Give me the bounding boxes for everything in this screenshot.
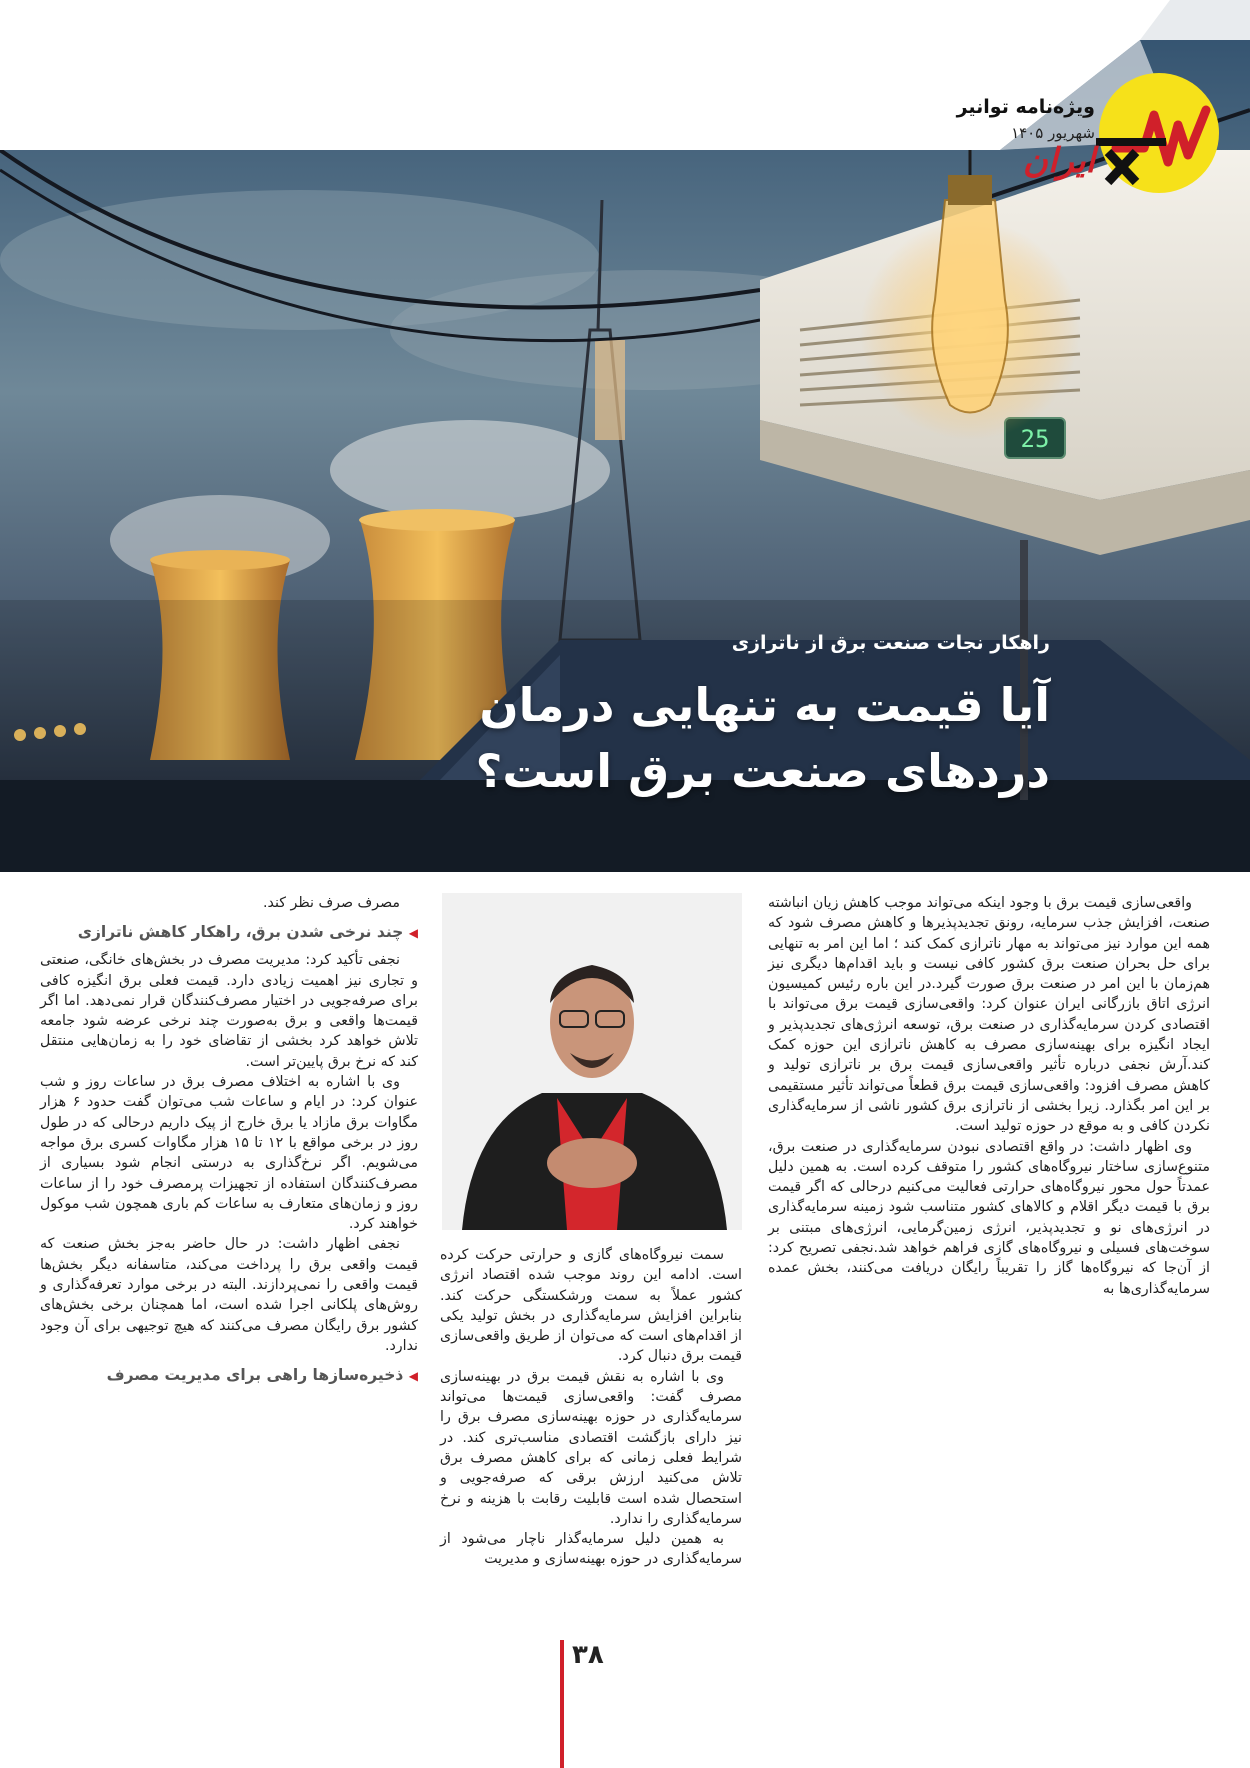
page-number: ۳۸ bbox=[572, 1640, 604, 1670]
supplement-name: ویژه‌نامه توانیر bbox=[956, 96, 1095, 118]
title-line-2: دردهای صنعت برق است؟ bbox=[475, 744, 1050, 798]
paragraph: مصرف صرف نظر کند. bbox=[263, 895, 400, 911]
bullet-arrow-icon: ◀ bbox=[408, 1369, 418, 1384]
paragraph: سمت نیروگاه‌های گازی و حرارتی حرکت کرده است. ادامه این روند موجب شده اقتصاد انرژی کشور عملاً به سمت ورشکستگی حرکت کند. بنابراین افزایش سرمایه‌گذاری در بخش تولید یکی از اقدام‌های است که می‌توان از طریق واقعی‌سازی قیمت برق دنبال کرد. bbox=[440, 1247, 742, 1365]
interviewee-photo bbox=[442, 893, 742, 1230]
section-heading bbox=[40, 921, 418, 944]
article-column-right bbox=[768, 893, 1210, 1299]
paragraph: نجفی اظهار داشت: در حال حاضر به‌جز بخش صنعت که قیمت واقعی برق را پرداخت می‌کند، متاسفانه دیگر بخش‌ها قیمت واقعی را نمی‌پردازند. البته در برخی موارد تعرفه‌گذاری و روش‌های پلکانی اجرا شده است، اما همچنان برخی بخش‌های کشور برق رایگان مصرف می‌کنند که هیچ توجیهی برای آن وجود ندارد. bbox=[40, 1236, 418, 1354]
footer-divider bbox=[560, 1640, 564, 1768]
article-column-left bbox=[40, 893, 418, 1393]
title-line-1: آیا قیمت به تنهایی درمان bbox=[479, 678, 1050, 732]
paragraph: وی با اشاره به نقش قیمت برق در بهینه‌سازی مصرف گفت: واقعی‌سازی قیمت‌ها می‌تواند سرمایه‌گذاری در حوزه بهینه‌سازی مصرف برق را نیز دارای بازگشت اقتصادی مناسب‌تری کند. در شرایط فعلی زمانی که برای کاهش مصرف برق تلاش می‌کنید ارزش برقی که صرفه‌جویی و استحصال شده است قابلیت رقابت با هزینه و نرخ سرمایه‌گذاری را ندارد. bbox=[440, 1368, 742, 1527]
paragraph: واقعی‌سازی قیمت برق با وجود اینکه می‌تواند موجب کاهش زیان انباشته صنعت، افزایش جذب سرمایه، رونق تجدیدپذیرها و کاهش مصرف شود که همه این موارد نیز می‌تواند به مهار ناترازی کمک کند ؛ اما این امر به تنهایی برای حل بحران صنعت برق کشور کافی نیست و باید اقدام‌ها دیگری نیز هم‌زمان با این امر در صنعت برق صورت گیرد.در این باره رئیس کمیسیون انرژی اتاق بازرگانی ایران عنوان کرد: واقعی‌سازی قیمت برق می‌تواند با اقتصادی کردن سرمایه‌گذاری در صنعت برق، توسعه انرژی‌های تجدیدپذیر و ایجاد انگیزه برای بهینه‌سازی مصرف به کاهش ناترازی این حوزه کمک کند.آرش نجفی درباره تأثیر واقعی‌سازی قیمت برق بر ناترازی تولید و کاهش مصرف افزود: واقعی‌سازی قیمت برق قطعاً می‌تواند تأثیر مستقیمی بر این امر بگذارد. زیرا بخشی از ناترازی برق کشور ناشی از سرمایه‌گذاری نکردن کافی و به موقع در حوزه تولید است. bbox=[768, 895, 1210, 1135]
paragraph: وی اظهار داشت: در واقع اقتصادی نبودن سرمایه‌گذاری در صنعت برق، متنوع‌سازی ساختار نیروگاه‌های کشور را متوقف کرده است. به همین دلیل عمدتاً حول محور نیروگاه‌های حرارتی فعالیت می‌کنیم درحالی که اگر قیمت برق با قیمت دیگر اقلام و کالاهای کشور متناسب شود زمینه سرمایه‌گذاری در انرژی‌های نو و تجدیدپذیر، انرژی زمین‌گرمایی، انرژی‌های مبتنی بر سوخت‌های فسیلی و نیروگاه‌های گازی فراهم خواهد شد.نجفی تصریح کرد: از آن‌جا که نیروگاه‌ها گاز را تقریباً رایگان دریافت می‌کنند، بخش عمده سرمایه‌گذاری‌ها به bbox=[768, 1138, 1210, 1297]
masthead bbox=[956, 96, 1095, 181]
newspaper-name: ایران bbox=[1022, 141, 1095, 181]
paragraph: وی با اشاره به اختلاف مصرف برق در ساعات روز و شب عنوان کرد: در ایام و ساعات شب می‌توان گفت حدود ۶ هزار مگاوات برق مازاد یا برق خارج از پیک داریم درحالی که در طول روز در برخی مواقع با ۱۲ تا ۱۵ هزار مگاوات کسری برق مواجه می‌شویم. اگر نرخ‌گذاری به درستی انجام شود بسیاری از مصرف‌کنندگان استفاده از تجهیزات پرمصرف خود را از ساعات روز و زمان‌های متعارف به ساعات کم باری همچون شب موکول خواهند کرد. bbox=[40, 1074, 418, 1233]
section-heading-text: چند نرخی شدن برق، راهکار کاهش ناترازی bbox=[77, 923, 404, 942]
paragraph: نجفی تأکید کرد: مدیریت مصرف در بخش‌های خانگی، صنعتی و تجاری نیز اهمیت زیادی دارد. قیمت فعلی برق انگیزه کافی برای صرفه‌جویی در اختیار مصرف‌کنندگان قرار نمی‌دهد. اما اگر قیمت‌ها واقعی و برق به‌صورت چند نرخی عرضه شود جامعه تلاش خواهد کرد بخشی از تقاضای خود را به زمان‌هایی منتقل کند که نرخ برق پایین‌تر است. bbox=[40, 952, 418, 1070]
article-column-middle bbox=[440, 1245, 742, 1570]
tavanir-logo bbox=[1096, 70, 1222, 196]
paragraph: به همین دلیل سرمایه‌گذار ناچار می‌شود از سرمایه‌گذاری در حوزه بهینه‌سازی و مدیریت bbox=[440, 1531, 742, 1568]
issue-date: شهریور ۱۴۰۵ bbox=[1011, 124, 1095, 142]
article-title bbox=[290, 672, 1050, 804]
ac-temperature-display: 25 bbox=[1020, 425, 1050, 453]
portrait-image bbox=[442, 893, 742, 1230]
bullet-arrow-icon: ◀ bbox=[408, 926, 418, 941]
article-kicker: راهکار نجات صنعت برق از ناترازی bbox=[731, 632, 1050, 654]
section-heading bbox=[40, 1364, 418, 1387]
section-heading-text: ذخیره‌سازها راهی برای مدیریت مصرف bbox=[106, 1366, 404, 1385]
